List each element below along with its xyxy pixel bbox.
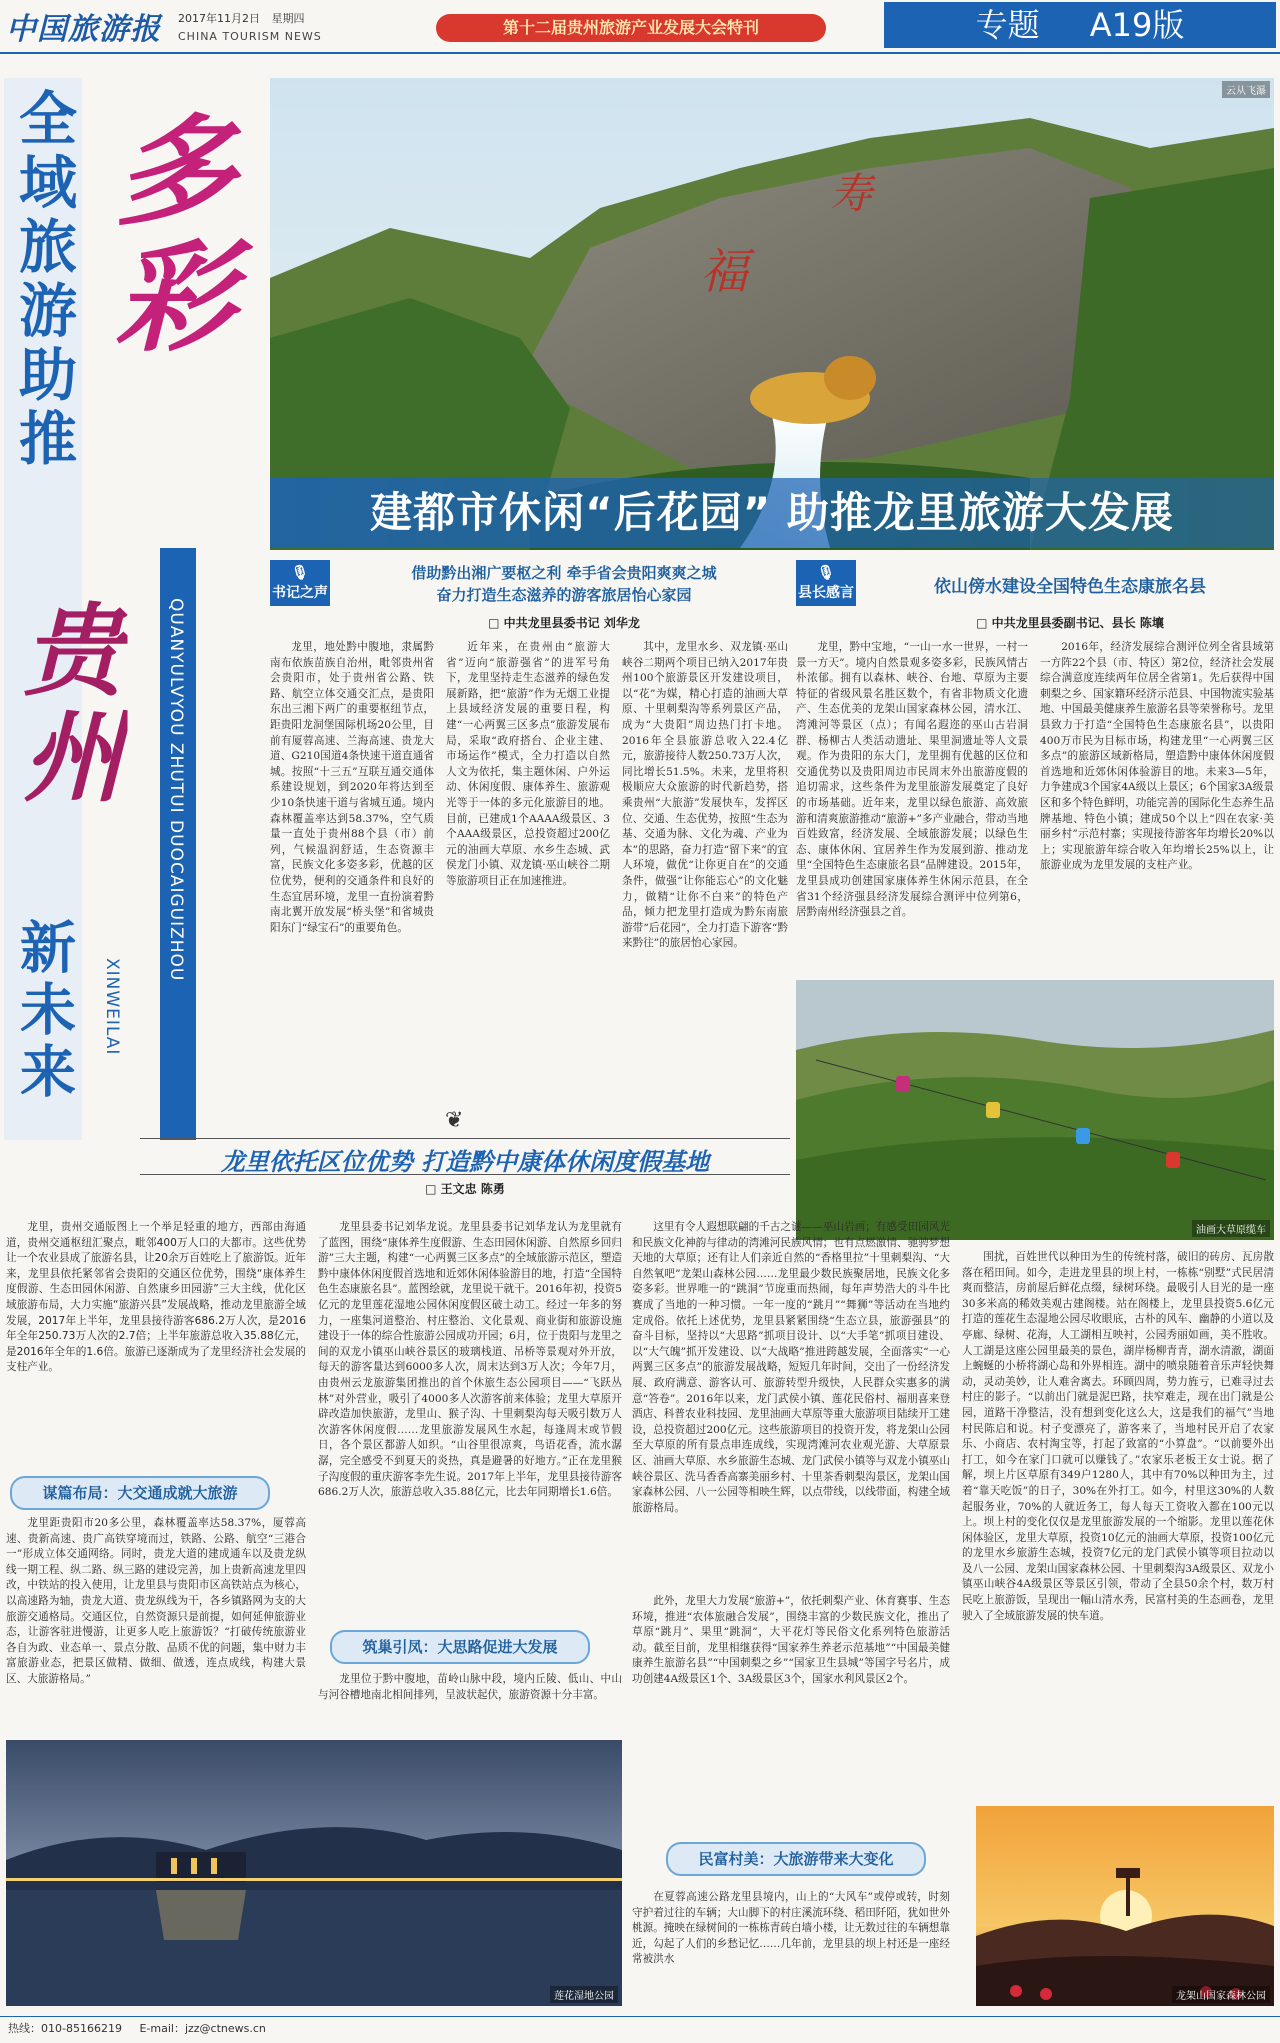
- big-title-guizhou: 贵州: [6, 598, 124, 810]
- county-head-col-1: 龙里，黔中宝地，“一山一水一世界，一村一景一方天”。境内自然景观多姿多彩，民族风情古朴浓郁。拥有以森林、峡谷、台地、草原为主要特征的省级风景名胜区数个，有省非物质文化遗产、生态优美的龙架山国家森林公园，清水江、湾滩河等景区（点）；有闻名遐迩的巫山古岩洞群、杨柳古人类活动遗址、果里洞遗址等人文景观。作为贵阳的东大门，龙里拥有优越的区位和交通优势以及贵阳周边市民周末外出旅游度假的追切需求，这些条件为龙里旅游发展奠定了良好的市场基础。近年来，龙里以绿色旅游、高效旅游和清爽旅游推动“旅游+”多产业融合，带动当地百姓致富，经济发展、全域旅游发展；以绿色生态、康体休闲、宜居养生作为发展到游、推动龙里“全国特色生态康旅名县”品牌建设。2015年，龙里县成功创建国家康体养生休闲示范县，在全省31个经济强县经济发展综合测评中位列第6，居黔南州经济强县之首。: [796, 641, 1028, 919]
- article-county-head: [796, 556, 1276, 976]
- special-issue-banner: 第十二届贵州旅游产业发展大会特刊: [436, 14, 826, 42]
- secretary-title-1: 借助黔出湘广要枢之利 牵手省会贵阳爽爽之城: [411, 564, 717, 582]
- county-head-tag-label: 县长感言: [798, 585, 854, 601]
- subhead-traffic: 谋篇布局：大交通成就大旅游: [10, 1476, 270, 1510]
- secretary-byline: □ 中共龙里县委书记 刘华龙: [488, 616, 640, 630]
- feature-col-4: 围扰，百姓世代以种田为生的传统村落，破旧的砖房、瓦房散落在稻田间。如今，走进龙里县的坝上村，一栋栋“别墅”式民居清爽而整洁，房前屋后鲜花点缀，绿树环绕。最吸引人目光的是一座30多米高的稀效美观古建阁楼。站在阁楼上，龙里县投资5.6亿元打造的莲花生态湿地公园尽收眼底，古朴的风车、幽静的小道以及亭廊、绿树、花海，人工湖相互映衬，公园秀丽如画，美不胜收。人工湖是这座公园里最美的景色，湖岸杨柳青青，湖水清澈，湖面上蜿蜒的小桥将湖心岛和外界相连。湖中的喷泉随着音乐声轻快舞动，灵动美妙，让人难舍离去。环顾四周，势力旌亏，已难寻过去村庄的影子。“以前出门就是泥巴路，扶窄难走，现在出门就是公园，道路干净整洁，没有想到变化这么大，这是我们的福气”当地村民陈启和说。村子变漂亮了，游客来了，当地村民开启了农家乐、小商店、农村淘宝等，打起了致富的“小算盘”。“以前要外出打工，如今在家门口就可以赚钱了。”农家乐老板王女士说。据了解，坝上片区草原有349户1280人，其中有70%以种田为主，过着“靠天吃饭”的日子，30%在外打工。如今，村里这30%的人数起服务业，70%的人就近务工，每人每天工资收入都在100元以上。坝上村的变化仅仅是龙里旅游发展的一个缩影。龙里以莲花休闲体验区，龙里大草原，投资10亿元的油画大草原，投资100亿元的龙里水乡旅游生态城，投资7亿元的龙门武侯小镇等项目拉动以及八一公园、龙架山国家森林公园、十里刺梨沟3A级景区、双龙小镇巫山峡谷4A级景区等景区引领，带动了全县50余个村，数万村民吃上旅游饭，呈现出一幅山清水秀，民富村美的生态画卷，龙里驶入了全域旅游发展的快车道。: [962, 1251, 1274, 1622]
- feature-header: [140, 1108, 790, 1204]
- secretary-col-3: 其中，龙里水乡、双龙镇·巫山峡谷二期两个项目已纳入2017年贵州100个旅游景区开发建设项目，以“花”为媒，精心打造的油画大草原、十里刺梨沟等系列景区产品，成为“大贵阳”周边热门打卡地。2016年全县旅游总收入22.4亿元，旅游接待人数250.73万人次，同比增长51.5%。未来，龙里将积极顺应大众旅游的时代新趋势，搭乘贵州“大旅游”发展快车，发挥区位、交通、生态优势，按照“生态为基、交通为脉、文化为魂、产业为本”的思路，奋力打造“留下来”的宜人环境，做优“让你更自在”的交通条件，做强“让你能忘心”的文化魅力，做精“让你不白来”的特色产品，倾力把龙里打造成为黔东南旅游带“后花园”，全力打造下游客“黔来黔往”的旅居怡心家园。: [622, 641, 788, 950]
- issue-weekday: 星期四: [271, 12, 305, 25]
- lotus-wetland-night-image: [6, 1740, 622, 2006]
- footer-phone: 热线：010-85166219: [8, 2022, 122, 2035]
- county-head-title: 依山傍水建设全国特色生态康旅名县: [934, 577, 1206, 597]
- feature-col-3c: 在夏蓉高速公路龙里县境内，山上的“大风车”或停或转，时刻守护着过往的车辆；大山脚下的村庄溪流环绕、稻田阡陌，犹如世外桃源。掩映在绿树间的一栋栋青砖白墙小楼，让无数过往的车辆想靠近，勾起了人们的乡愁记忆……几年前，龙里县的坝上村还是一座经常被洪水: [632, 1891, 950, 1966]
- feature-title: 龙里依托区位优势 打造黔中康体休闲度假基地: [220, 1148, 710, 1176]
- sunset-photo: [976, 1806, 1274, 2006]
- vertical-title-top: 全域旅游助推: [9, 88, 77, 472]
- article-secretary: [270, 556, 790, 1106]
- subhead-nest: 筑巢引凤：大思路促进大发展: [330, 1630, 590, 1664]
- footer: [0, 2016, 1280, 2043]
- section-name: 专题: [975, 6, 1040, 44]
- feature-col-3b: 此外，龙里大力发展“旅游+”，依托刺梨产业、休育赛事、生态环境，推进“农体旅融合发展”，围绕丰富的少数民族文化，推出了草原“跳月”、果里“跳洞”，大平花灯等民俗文化系列特色旅游活动。截至目前，龙里相继获得“国家养生养老示范基地”“中国最美健康养生旅游名县”“中国刺梨之乡”“国家卫生县城”等国字号名片，成功创建4A级景区1个、3A级景区3个，国家水利风景区2个。: [632, 1595, 950, 1685]
- feature-col-2: 龙里县委书记刘华龙说。龙里县委书记刘华龙认为龙里就有了蓝图，围绕“康体养生度假游、生态田园休闲游、自然原乡回归游”三大主题，构建“一心两翼三区多点”的全域旅游示范区，塑造黔中康体休闲度假首选地和近郊休闲体验游目的地，打造“全国特色生态康旅名县”。蓝图绘就，龙里说干就干。2016年初，投资5亿元的龙里莲花湿地公园休闲度假区破土动工。经过一年多的努力，一座集河道整治、村庄整治、文化景观、商业街和旅游设施建设于一体的综合性旅游公园成功开园；6月，位于贵阳与龙里之间的双龙小镇巫山峡谷景区的玻璃栈道、吊桥等景观对外开放，每天的游客量达到6000多人次，周末达到3万人次；今年7月，由贵州云龙旅游集团推出的首个休旅生态公园项目——“飞跃丛林”对外营业，吸引了4000多人次游客前来体验；龙里大草原开辟改造加快旅游，龙里山、猴子沟、十里刺梨沟每天吸引数万人次游客休闲度假……龙里旅游发展风生水起，每逢周末或节假日，各个景区都游人如织。“山谷里很凉爽，鸟语花香，流水潺潺，完全感受不到夏天的炎热，真是避暑的好地方。”正在龙里猴子沟度假的重庆游客李先生说。2017年上半年，龙里县接待游客686.2万人次，旅游总收入35.88亿元，比去年同期增长1.6倍。: [318, 1221, 622, 1499]
- forest-park-sunset-image: [976, 1806, 1274, 2006]
- grassland-photo: [796, 980, 1274, 1240]
- hero-headline: 建都市休闲“后花园” 助推龙里旅游大发展: [270, 478, 1274, 548]
- lotus-caption: 莲花湿地公园: [550, 1986, 618, 2003]
- feature-col-1: 龙里距贵阳市20多公里，森林覆盖率达58.37%，厦蓉高速、贵新高速、贵广高铁穿境而过，铁路、公路、航空“三港合一”形成立体交通网络。同时，贵龙大道的建成通车以及贵龙纵线一期工程、纵二路、纵三路的建设完善，加上贵新高速龙里四改，中铁站的投入使用，让龙里县与贵阳市区高铁站点为核心，以高速路为轴，贵龙大道、贵龙纵线为干，各乡镇路网为支的大旅游交通格局。交通区位，自然资源只是前提，如何延伸旅游业态，让游客驻进慢游，让更多人吃上旅游饭？“打破传统旅游业各自为政、业态单一、景点分散、品质不优的问题，集中财力丰富旅游业态，把景区做精、做细、做透，连点成线，构建大景区、大旅游格局。”: [6, 1517, 306, 1685]
- ornament-icon: ❦: [445, 1108, 464, 1133]
- subhead-village: 民富村美：大旅游带来大变化: [666, 1842, 926, 1876]
- grassland-cable-car-image: [796, 980, 1274, 1240]
- masthead: [0, 0, 1280, 52]
- lotus-park-photo: [6, 1740, 622, 2006]
- issue-date: 2017年11月2日: [178, 12, 260, 25]
- feature-col-2b: 龙里位于黔中腹地，苗岭山脉中段，境内丘陵、低山、中山与河谷槽地南北相间排列，呈波状起伏，旅游资源十分丰富。: [318, 1673, 622, 1701]
- vertical-title-bottom: 新未来: [11, 918, 76, 1104]
- pinyin-title: QUANYULVYOU ZHUTUI DUOCAIGUIZHOU: [166, 598, 186, 982]
- footer-email[interactable]: E-mail：jzz@ctnews.cn: [139, 2022, 266, 2035]
- secretary-tag-label: 书记之声: [272, 585, 328, 601]
- grassland-caption: 油画大草原缆车: [1192, 1220, 1270, 1237]
- county-head-tag: [796, 560, 856, 606]
- pinyin-subtitle: XINWEILAI: [102, 958, 122, 1056]
- page-number: A19版: [1089, 6, 1185, 44]
- big-title-duocai: 多彩: [95, 108, 236, 360]
- feature-col-3: 这里有令人遐想联翩的千古之谜——巫山岩画；有感受田园风光和民族文化神韵与律动的湾滩河民族风情；也有点燃激情、驰骋梦想天地的大草原；还有让人们亲近自然的“香格里拉”十里刺梨沟、“大自然氧吧”龙架山森林公园……龙里最少数民族聚居地，民族文化多姿多彩。世界唯一的“跳洞”节庞重而热闹，每年声势浩大的斗牛比赛成了当地的一种习惯。一年一度的“跳月”“舞狮”等活动在当地约定成俗。依托上述优势，龙里县紧紧围绕“生态立县，旅游强县”的奋斗目标，坚持以“大思路”抓项目设计、以“大手笔”抓项目建设、以“大气魄”抓开发建设、以“大战略”推进跨越发展，全面落实“一心两翼三区多点”的旅游发展战略，短短几年时间，交出了一份经济发展、政府满意、游客认可、旅游转型升级快，人民群众实惠多的满意“答卷”。2016年以来，龙门武侯小镇、莲花民俗村、福朋喜来登酒店、科普农业科技园、龙里油画大草原等重大旅游项目陆续开工建设，总投资超过200亿元。这些旅游项目的投资开发，将龙架山公园至大草原的所有景点串连成线，实现湾滩河农业观光游、大草原景区、油画大草原、水乡旅游生态城、龙门武侯小镇等与双龙小镇巫山峡谷景区、洗马香香高寨美丽乡村、十里茶香刺梨沟景区，龙架山国家森林公园、八一公园等相映生辉，以点带线，以线带面，构建全域旅游格局。: [632, 1221, 950, 1514]
- secretary-tag: [270, 560, 330, 606]
- secretary-col-1: 龙里，地处黔中腹地，隶属黔南布依族苗族自治州，毗邻贵州省会贵阳市，处于贵州省公路、铁路、航空立体交通交汇点，是贵阳东出三湘下两广的重要枢纽节点，距贵阳龙洞堡国际机场20公里，目前有厦蓉高速、兰海高速、贵龙大道、G210国道4条快速干道直通省城。按照“十三五”互联互通交通体系建设规划，到2020年将达到至少10条快速干道与省城互通。境内森林覆盖率达到58.37%，空气质量一直处于贵州88个县（市）前列，气候温润舒适，生态资源丰富，民族文化多姿多彩，优越的区位优势，便利的交通条件和良好的生态宜居环境，龙里一直扮演着黔南北翼开放发展“桥头堡”和省城贵阳东门“绿宝石”的重要角色。: [270, 641, 434, 934]
- sunset-caption: 龙架山国家森林公园: [1172, 1986, 1270, 2003]
- hero-caption: 云从飞瀑: [1222, 81, 1270, 98]
- county-head-byline: □ 中共龙里县委副书记、县长 陈壤: [976, 616, 1164, 630]
- feature-byline: □ 王文忠 陈勇: [425, 1182, 505, 1196]
- newspaper-logo: 中国旅游报: [6, 12, 161, 47]
- section-box: [884, 2, 1276, 48]
- side-title-panel: [0, 78, 268, 1140]
- english-name: CHINA TOURISM NEWS: [178, 30, 322, 43]
- microphone-icon: 🎙: [817, 565, 835, 581]
- county-head-col-2: 2016年，经济发展综合测评位列全省县域第一方阵22个县（市、特区）第2位，经济社会发展综合满意度连续两年位居全省第1。先后获得中国刺梨之乡、国家籍环经济示范县、中国物流实验基地、中国最美健康养生旅游名县等荣誉称号。龙里县致力于打造“全国特色生态康旅名县”，以贵阳400万市民为目标市场，构建龙里“一心两翼三区多点”的旅游区域新格局，塑造黔中康体休闲度假首选地和近郊休闲体验游目的地。未来3—5年，力争建成3个国家4A级以上景区；6个国家3A级景区和多个特色鲜明，功能完善的国际化生态养生品牌基地、特色小镇；建成50个以上“四在农家·美丽乡村”示范村寨；实现接待游客年均增长20%以上；实现旅游年综合收入年均增长25%以上，让旅游业成为龙里发展的支柱产业。: [1040, 641, 1274, 872]
- feature-intro: 龙里，贵州交通版图上一个举足轻重的地方，西部由海通道，贵州交通枢纽汇聚点，毗邻400万人口的大都市。这些优势让一个农业县成了旅游名县，让20余万百姓吃上了旅游饭。近年来，龙里县依托紧邻省会贵阳的交通区位优势，围绕“康体养生度假游、生态田园休闲游、自然康乡田园游”三大主线，优化区域旅游布局，大力实施“旅游兴县”发展战略，推动龙里旅游全域发展，2017年上半年，龙里县接待游客686.2万人次，是2016年全年250.73万人次的2.7倍；上半年旅游总收入35.88亿元，是2016年全年的1.6倍。旅游已逐渐成为了龙里经济社会发展的支柱产业。: [6, 1221, 306, 1374]
- svg-text:福: 福: [700, 244, 749, 300]
- secretary-col-2: 近年来，在贵州由“旅游大省”迈向“旅游强省”的进军号角下，龙里坚持走生态滋养的绿色发展新路，把“旅游”作为无烟工业提上县域经济发展的重要日程，构建“一心两翼三区多点”旅游发展布局，采取“政府搭台、企业主建、市场运作”模式，全力打造以自然人文为依托，集主题休闲、户外运动、休闲度假、康体养生、旅游观光等于一体的多元化旅游目的地。目前，已建成1个AAAA级景区、3个AAA级景区，总投资超过200亿元的油画大草原、水乡生态城、武侯龙门小镇、双龙镇·巫山峡谷二期等旅游项目正在加速推进。: [446, 641, 610, 887]
- secretary-title-2: 奋力打造生态滋养的游客旅居怡心家园: [436, 586, 692, 604]
- svg-text:寿: 寿: [830, 169, 873, 218]
- microphone-icon: 🎙: [291, 565, 309, 581]
- hero-photo: [270, 78, 1274, 550]
